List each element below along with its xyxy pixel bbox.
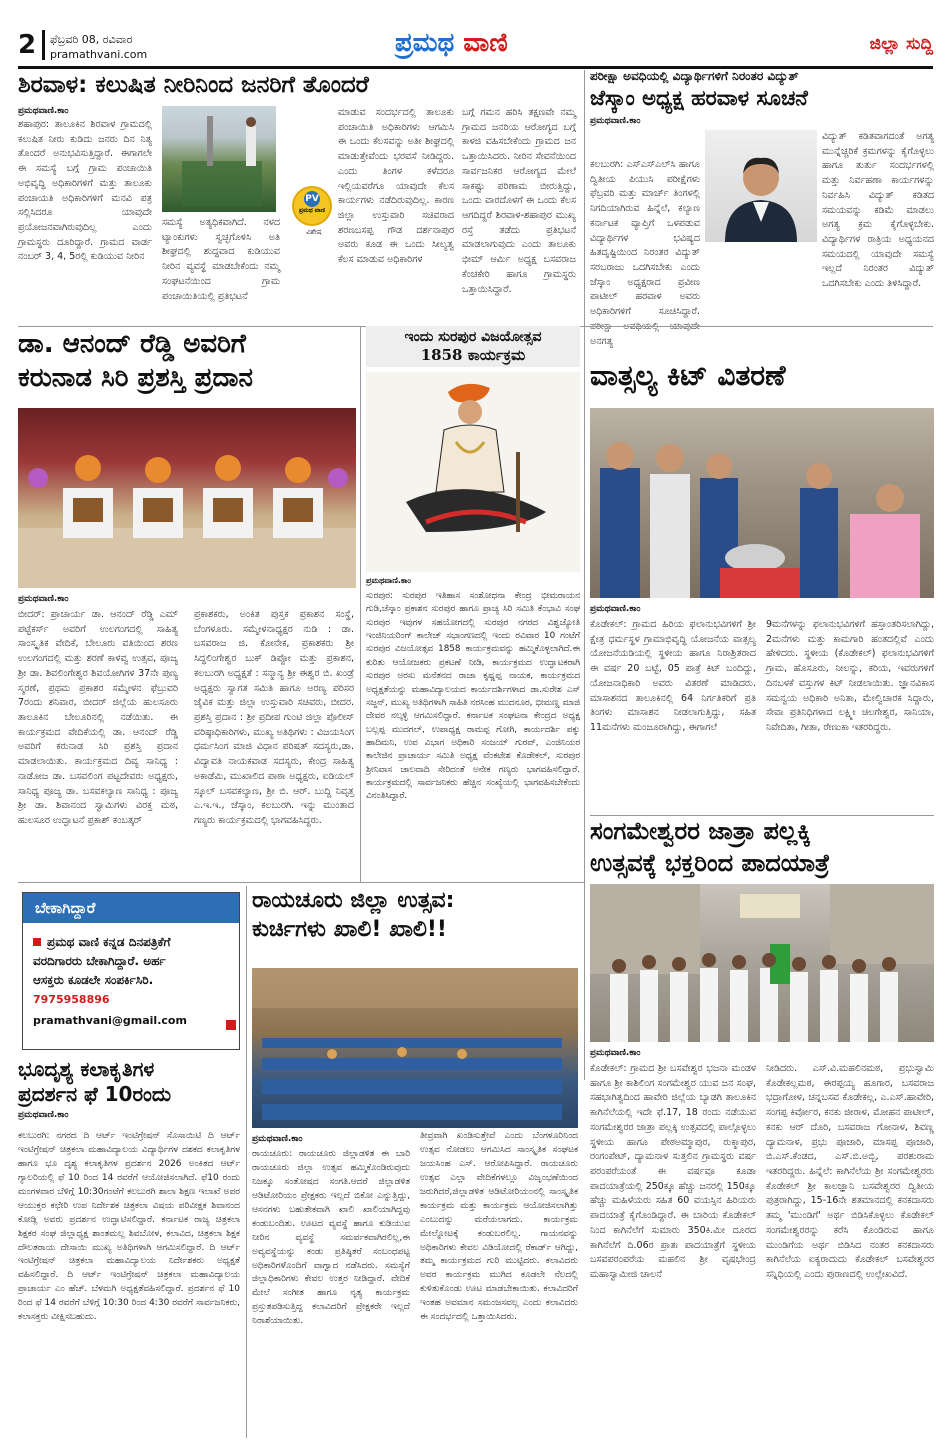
stamp-line1: ಪ್ರಮಥ ವಾಣಿ (299, 207, 325, 214)
page-number: 2 (18, 30, 37, 60)
story-anand-reddy (18, 330, 354, 394)
masthead (0, 0, 945, 68)
story-byline: ಪ್ರಮಥವಾಣಿ.ಕಾಂ (18, 1110, 69, 1120)
story-byline: ಪ್ರಮಥವಾಣಿ.ಕಾಂ (18, 106, 69, 117)
story-body: ಸುರಪುರ: ಸುರಪುರ ಇತಿಹಾಸ ಸಂಶೋಧನಾ ಕೇಂದ್ರ ಭೀಮರಾಯನ ಗುಡಿ,ಜೆಸ್ಕಾಂ ಪ್ರಕಾಶನ ಸುರಪುರ ಹಾಗೂ ಪ್ರಾಚ್ಯ ಸಿರಿ ಸಮಿತಿ ಕೆಂಭಾವಿ ಸಂಘ ಸುರಪುರ ಇವುಗಳ ಸಹಯೋಗದಲ್ಲಿ ಸುರಪುರ ನಗರದ ವಿಶ್ವಜ್ಯೋತಿ ಇಂಜಿನಿಯರಿಂಗ್ ಕಾಲೇಜ್ ಸಭಾಂಗಣದಲ್ಲಿ ಇಂದು ರವಿವಾರ 10 ಗಂಟೆಗೆ ಸುರಪುರ ವಿಜಯೋತ್ಸವ 1858 ಕಾರ್ಯಕ್ರಮವನ್ನು ಹಮ್ಮಿಕೊಳ್ಳಲಾಗಿದೆ.ಈ ಕುರಿತು ಆಯೋಜಕರು ಪ್ರಕಟಣೆ ನೀಡಿ, ಕಾರ್ಯಕ್ರಮದ ಉದ್ಘಾಟಕರಾಗಿ ಸುರಪುರ ಅರಸು ಮನೆತನದ ರಾಜಾ ಕೃಷ್ಣಪ್ಪ ನಾಯಕ, ಕಾರ್ಯಕ್ರಮದ ಅಧ್ಯಕ್ಷತೆಯನ್ನು ಮಹಾವಿದ್ಯಾಲಯದ ಕಾರ್ಯದರ್ಶಿಗಳಾದ ಡಾ.ಸುರೇಶ ಎಸ್ ಸಜ್ಜನ್, ಮುಖ್ಯ ಅತಿಥಿಗಳಾಗಿ ಸಾಹಿತಿ ನರಸಿಂಹ ಮುದನೂರ, ಭೀಮಣ್ಣ ಮಾಜಿ ದೇವರ ನಲ್ಕಳ್ಳಿ ಆಗಮಿಸಲಿದ್ದಾರೆ. ಕರ್ನಾಟಕ ಸಂಘಟನಾ ಕೇಂದ್ರದ ಅಧ್ಯಕ್ಷ ಬಲ್ಲಪ್ಪ ಮುದಗಲ್, ಉಪಾಧ್ಯಕ್ಷ ರಾಮಪ್ಪ ಗೋಗಿ, ಕಾರ್ಯದರ್ಶಿ ಪಕ್ಕು ಹಾದಿಮನಿ, ಉಪ ವಿಭಾಗ ಅಧಿಕಾರಿ ಸಂಜಯ್ ಗುರವ್, ಎಂಜಿನಿಯರ ಕಾಲೇಜಿನ ಪ್ರಾಚಾರ್ಯ ಸಮಿತಿ ಅಧ್ಯಕ್ಷ ವೆಂಕಟೇಶ ಕೊಡೇಕಲ್, ಸುರಪುರ ಶ್ರೀನಿವಾಸ ಜಾಲವಾದಿ ಸೇರಿದಂತೆ ಅನೇಕ ಗಣ್ಯರು ಭಾಗವಹಿಸಲಿದ್ದಾರೆ. ಕಾರ್ಯಕ್ರಮದಲ್ಲಿ ಸಾರ್ವಜನಿಕರು ಹೆಚ್ಚಿನ ಸಂಖ್ಯೆಯಲ್ಲಿ ಭಾಗವಹಿಸಬೇಕೆಂದು ವಿನಂತಿಸಿದ್ದಾರೆ. (366, 591, 580, 802)
story-headline-line1: ಡಾ. ಆನಂದ್ ರೆಡ್ಡಿ ಅವರಿಗೆ (18, 329, 246, 359)
story-art-exhibition (18, 1058, 240, 1120)
king-illustration (366, 372, 580, 572)
issue-date: ಫೆಬ್ರವರಿ 08, ರವಿವಾರ (50, 33, 133, 46)
story-column: 9ಮನೆಗಳನ್ನು ಫಲಾನುಭವಿಗಳಿಗೆ ಹಸ್ತಾಂತರಿಸಲಾಗಿದ್ದು, 2ಮನೆಗಳು ಮತ್ತು ಕಾಮಗಾರಿ ಹಂತದಲ್ಲಿವೆ ಎಂದು ಹೇಳಿದರು. ಸ್ಥಳೀಯ (ಕೊಡೇಕಲ್) ಫಲಾನುಭವಿಗಳಿಗೆ ಗ್ರಾಮ, ಹೊಸೂರು, ನೀಲನ್ನು, ಕರಿಯ, ಇವರುಗಳಿಗೆ ದಿನಬಳಕೆ ವಸ್ತುಗಳ ಕಿಟ್ ನೀಡಲಾಯಿತು. ಜ್ಞಾನವಿಕಾಸ ಸಮನ್ವಯ ಅಧಿಕಾರಿ ಅನಿತಾ, ಮೇಲ್ವಿಚಾರಕ ಸಿದ್ದಾರು, ಸೇವಾ ಪ್ರತಿನಿಧಿಗಳಾದ ಲಕ್ಷ್ಮೀ ಚಿಲಗೇಶ್ವರ, ಸಾನಿಯಾ, ನಿವೇದಿತಾ, ಗೀತಾ, ರೇಣುಕಾ ಇತರರಿದ್ದರು. (766, 619, 934, 734)
stamp-line2: ವಿಶೇಷ (306, 228, 322, 236)
pv-special-stamp (292, 186, 332, 226)
story-column: ತೀವ್ರವಾಗಿ ಖಂಡಿಸುತ್ತೇವೆ ಎಂದು ಬೆಂಗಳೂರಿನಿಂದ ಉತ್ಸವ ನೋಡಲು ಆಗಮಿಸಿದ ಸಾಂಸ್ಕೃತಿಕ ಸಂಘಟಕ ಜಯಸಿಂಹ ಎಸ್. ಆರೋಪಿಸಿದ್ದಾರೆ. ರಾಯಚೂರು ಉತ್ಸವ ಎಲ್ಲಾ ವೇದಿಕೆಗಳಲ್ಲೂ ವಿಜೃಂಭಣೆಯಿಂದ ಜರುಗಿದರೆ,ಜಿಲ್ಲಾಡಳಿತ ಆಡಿಟೋರಿಯಂನಲ್ಲಿ ಸಾಂಸ್ಕೃತಿಕ ಕಾರ್ಯಕ್ರಮ ಮತ್ತು ಕಾರ್ಯಕ್ರಮ ಆಯೋಜಿಸಲಾಗಿತ್ತು ಎಂಬುದನ್ನು ಮರೆಯಲಾಗದು. ಕಾರ್ಯಕ್ರಮ ಮೇಲ್ನೋಟಕ್ಕೆ ಕಂಡುಬರಲಿಲ್ಲ. ಗಾಯನವನ್ನು ಅಧಿಕಾರಿಗಳು ಕೇವಲ ವಿಡಿಯೋದಲ್ಲಿ ರೆಕಾರ್ಡ್ ಆಗಿದ್ದು, ತಮ್ಮ ಕಾರ್ಯಕ್ರಮದ ಗುರಿ ಮುಟ್ಟಿದರು. ಕಲಾವಿದರು ಅವರ ಕಾರ್ಯಕ್ರಮ ಮುಗಿದ ಕೂಡಲೇ ನೆಲದಲ್ಲಿ ಕುಳಿತುಕೊಂಡು ಊಟ ಮಾಡಬೇಕಾಯಿತು. ಕಲಾವಿದರಿಗೆ ಇಂತಹ ಅವಮಾನ ಸಮಂಜಸವಲ್ಲ ಎಂದು ಕಲಾವಿದರು ಈ ಸಂದರ್ಭದಲ್ಲಿ ಒತ್ತಾಯಿಸಿದರು. (420, 1131, 578, 1323)
story-column: ರಾಯಚೂರು: ರಾಯಚೂರು ಜಿಲ್ಲಾಡಳಿತ ಈ ಬಾರಿ ರಾಯಚೂರು ಜಿಲ್ಲಾ ಉತ್ಸವ ಹಮ್ಮಿಕೊಂಡಿರುವುದು ನಿಜಕ್ಕೂ ಸಂತೋಷದ ಸಂಗತಿ.ಆದರೆ ಜಿಲ್ಲಾಡಳಿತ ಆಡಿಟೋರಿಯಂ ಪ್ರೇಕ್ಷಕರು ಇಲ್ಲದೆ ಬಿಕೋ ಎನ್ನುತ್ತಿದ್ದು, ಆಸನಗಳು ಬಹುತೇಕವಾಗಿ ಖಾಲಿ ಖಾಲಿಯಾಗಿದ್ದವು ಕಂಡುಬಂದಿತು. ಊಟದ ವ್ಯವಸ್ಥೆ ಹಾಗೂ ಕುಡಿಯುವ ನೀರಿನ ವ್ಯವಸ್ಥೆ ಸಮರ್ಪಕವಾಗಿರಲಿಲ್ಲ,ಈ ಅವ್ಯವಸ್ಥೆಯನ್ನು ಕಂಡು ಪ್ರತಿಷ್ಠಿತರೆ ಸಂಬಂಧಪಟ್ಟ ಅಧಿಕಾರಿಗಳೊಂದಿಗೆ ವಾಗ್ವಾದ ನಡೆಸಿದರು. ಸಮಸ್ಯೆಗೆ ಜಿಲ್ಲಾಧಿಕಾರಿಗಳು ಕೇವಲ ಉತ್ತರ ನೀಡಿದ್ದಾರೆ. ವೇದಿಕೆ ಮೇಲೆ ಸಂಗೀತ ಹಾಗೂ ನೃತ್ಯ ಕಾರ್ಯಕ್ರಮ ಪ್ರಸ್ತುತಪಡಿಸುತ್ತಿದ್ದ ಕಲಾವಿದರಿಗೆ ಪ್ರೇಕ್ಷಕರೇ ಇಲ್ಲದೆ ನಿರಾಶೆಯಾಯಿತು. (252, 1149, 410, 1327)
story-headline: ವಾತ್ಸಲ್ಯ ಕಿಟ್ ವಿತರಣೆ (590, 359, 786, 392)
distribution-illustration (590, 408, 934, 598)
president-portrait-photo (705, 130, 817, 242)
story-column: ಪ್ರಕಾಶಕರು, ಅಂಕಿತ ಪುಸ್ತಕ ಪ್ರಕಾಶನ ಸಂಸ್ಥೆ, ಬೆಂಗಳೂರು. ಸಮ್ಮೇಳನಾಧ್ಯಕ್ಷರ ನುಡಿ : ಡಾ. ಬಸವರಾಜ ಜಿ. ಕೋನೇಕ, ಪ್ರಕಾಶಕರು ಶ್ರೀ ಸಿದ್ಧಲಿಂಗೇಶ್ವರ ಬುಕ್ ಡಿಪ್ಪೋ ಮತ್ತು ಪ್ರಕಾಶನ, ಕಲಬುರಗಿ ಅಧ್ಯಕ್ಷತೆ : ಸನ್ಮಾನ್ಯ ಶ್ರೀ ಈಶ್ವರ ಬಿ. ಖಂಡ್ರೆ ಅಧ್ಯಕ್ಷರು ಸ್ವಾಗತ ಸಮಿತಿ ಹಾಗೂ ಅರಣ್ಯ ಪರಿಸರ ಜೈವಿಕ ಮತ್ತು ಜಿಲ್ಲಾ ಉಸ್ತುವಾರಿ ಸಚಿವರು, ಬೀದರ. ಪ್ರಶಸ್ತಿ ಪ್ರದಾನ : ಶ್ರೀ ಪ್ರದೀಪ ಗುಂಟಿ ಜಿಲ್ಲಾ ಪೊಲೀಸ್ ವರಿಷ್ಠಾಧಿಕಾರಿಗಳು, ಮುಖ್ಯ ಅತಿಥಿಗಳು : ವಿಜಯಸಿಂಗ ಧರ್ಮಸಿಂಗ ಮಾಜಿ ವಿಧಾನ ಪರಿಷತ್ ಸದಸ್ಯರು,ಡಾ. ವಿದ್ಯಾವತಿ ನಾಯಕವಾಡ ಸದಸ್ಯರು, ಕೇಂದ್ರ ಸಾಹಿತ್ಯ ಅಕಾಡೆಮಿ, ಮುಖಾಲಿದ ಪಾಠಾ ಅಧ್ಯಕ್ಷರು, ಐಡಿಯಲ್ ಸ್ಕೂಲ್ ಬಸವಕಲ್ಯಾಣ, ಶ್ರೀ ಬಿ. ಆರ್. ಬುದ್ದಿ ನಿವೃತ್ತ ಎ.ಇ.ಇ., ಜೆಸ್ಕಾಂ, ಕಲಬುರಗಿ. ಇನ್ನು ಮುಂತಾದ ಗಣ್ಯರು ಕಾರ್ಯಕ್ರಮದಲ್ಲಿ ಭಾಗವಹಿಸಿದ್ದರು. (194, 609, 354, 827)
ad-phone[interactable]: 7975958896 (33, 992, 110, 1006)
row-divider (18, 882, 584, 883)
story-column: ಕಲಬುರಗಿ: ಎಸ್‌ಎಸ್‌ಎಲ್‌ಸಿ ಹಾಗೂ ದ್ವಿತೀಯ ಪಿಯುಸಿ ಪರೀಕ್ಷೆಗಳು ಫೆಬ್ರವರಿ ಮತ್ತು ಮಾರ್ಚ್ ತಿಂಗಳಲ್ಲಿ ನಿಗದಿಯಾಗಿರುವ ಹಿನ್ನೆಲೆ, ಕಲ್ಯಾಣ ಕರ್ನಾಟಕ ವ್ಯಾಪ್ತಿಗೆ ಒಳಪಡುವ ವಿದ್ಯಾರ್ಥಿಗಳ ಭವಿಷ್ಯದ ಹಿತದೃಷ್ಟಿಯಿಂದ ನಿರಂತರ ವಿದ್ಯುತ್ ಸರಬರಾಜು ಒದಗಿಸಬೇಕು ಎಂದು ಜೆಸ್ಕಾಂ ಅಧ್ಯಕ್ಷರಾದ ಪ್ರವೀಣ ಪಾಟೀಲ್ ಹರವಾಳ ಅವರು ಅಧಿಕಾರಿಗಳಿಗೆ ಸೂಚಿಸಿದ್ದಾರೆ. ಅನಗತ್ಯ (590, 159, 700, 347)
story-headline: ಶಿರವಾಳ: ಕಲುಷಿತ ನೀರಿನಿಂದ ಜನರಿಗೆ ತೊಂದರೆ (18, 72, 369, 98)
photo-illustration (162, 106, 276, 212)
story-subheadline: ಪರೀಕ್ಷಾ ಅವಧಿಯಲ್ಲಿ ವಿದ್ಯಾರ್ಥಿಗಳಿಗೆ ನಿರಂತರ ವಿದ್ಯುತ್ (590, 69, 799, 83)
story-headline-line2: ಕುರ್ಚಿಗಳು ಖಾಲಿ! ಖಾಲಿ!! (252, 917, 447, 943)
story-column: ಶಹಾಪುರ: ತಾಲೂಕಿನ ಶಿರವಾಳ ಗ್ರಾಮದಲ್ಲಿ ಕಲುಷಿತ ನೀರು ಕುಡಿದು ಜನರು ದಿನ ನಿತ್ಯ ತೊಂದರೆ ಅನುಭವಿಸುತ್ತಿದ್ದಾರೆ. ಈಗಾಗಲೇ ಈ ಸಮಸ್ಯೆ ಬಗ್ಗೆ ಗ್ರಾಮ ಪಂಚಾಯಿತಿ ಅಭಿವೃದ್ಧಿ ಅಧಿಕಾರಿಗಳಿಗೆ ಮತ್ತು ತಾಲೂಕು ಪಂಚಾಯತಿ ಅಧಿಕಾರಿಗಳಿಗೆ ಮನವಿ ಪತ್ರ ಸಲ್ಲಿಸಿದರೂ ಯಾವುದೇ ಪ್ರಯೋಜನವಾಗಿರುವುದಿಲ್ಲ ಎಂದು ಗ್ರಾಮಸ್ಥರು ದೂರಿದ್ದಾರೆ. ಗ್ರಾಮದ ವಾರ್ಡ ನಂಬರ್ 3, 4, 5ರಲ್ಲಿ ಕುಡಿಯುವ ನೀರಿನ (18, 119, 152, 263)
kit-distribution-photo (590, 408, 934, 598)
story-byline: ಪ್ರಮಥವಾಣಿ.ಕಾಂ (590, 1048, 641, 1058)
story-headline-line1: ಭೂದೃಶ್ಯ ಕಲಾಕೃತಿಗಳ (18, 1057, 155, 1081)
stamp-initials: PV (304, 191, 320, 207)
section-name: ಜಿಲ್ಲಾ ಸುದ್ದಿ (869, 34, 933, 54)
story-column: ಕೊಡೇಕಲ್: ಗ್ರಾಮದ ಹಿರಿಯ ಫಲಾನುಭವಿಗಳಿಗೆ ಶ್ರೀ ಕ್ಷೇತ್ರ ಧರ್ಮಸ್ಥಳ ಗ್ರಾಮಾಭಿವೃದ್ಧಿ ಯೋಜನೆಯ ವಾತ್ಸಲ್ಯ ಯೋಜನೆಯಡಿಯಲ್ಲಿ ಸ್ಥಳೀಯ ಹಾಗೂ ನಿರಾಶ್ರಿತರಾದ ಈ ವರ್ಷ 20 ಬಟ್ಟೆ, 05 ಪಾತ್ರೆ ಕಿಟ್ ಬಂದಿದ್ದು, ಯೋಜನಾಧಿಕಾರಿ ಅವರು ವಿತರಣೆ ಮಾಡಿದರು. ಮಾಸಾಶನದ ತಾಲೂಕಿನಲ್ಲಿ 64 ನಿರ್ಗತಿಕರಿಗೆ ಪ್ರತಿ ತಿಂಗಳು ಮಾಸಾಶನ ನೀಡಲಾಗುತ್ತಿದ್ದು, ಸಹಿತ 11ಮನೆಗಳು ಮಂಜೂರಾಗಿದ್ದು, ಈಗಾಗಲೆ (590, 619, 756, 734)
story-byline: ಪ್ರಮಥವಾಣಿ.ಕಾಂ (252, 1134, 303, 1144)
newspaper-logo (395, 28, 508, 59)
recruitment-ad (22, 892, 240, 1050)
column-divider (584, 70, 585, 1080)
brand-part1: ಪ್ರಮಥ (395, 28, 455, 58)
empty-chairs-photo (252, 968, 578, 1128)
auditorium-illustration (252, 968, 578, 1128)
ceremony-illustration (18, 408, 356, 588)
story-byline: ಪ್ರಮಥವಾಣಿ.ಕಾಂ (590, 115, 641, 126)
bullet-square-icon (33, 938, 41, 946)
column-divider (360, 326, 361, 882)
ad-line: ಆಸಕ್ತರು ಕೂಡಲೇ ಸಂಪರ್ಕಿಸಿರಿ. (33, 973, 154, 988)
story-column: ಸಮಸ್ಯೆ ಅತ್ಯಧಿಕವಾಗಿದೆ. ನಳದ ಟ್ಯಾಂಕುಗಳು ಸ್ವಚ್ಛಗೊಳಿಸಿ ಅತಿ ಶೀಘ್ರದಲ್ಲಿ ಶುದ್ಧವಾದ ಕುಡಿಯುವ ನೀರಿನ ವ್ಯವಸ್ಥೆ ಮಾಡಬೇಕೆಂದು ನಮ್ಮ ಸಂಘಟನೆಯಿಂದ ಗ್ರಾಮ ಪಂಚಾಯಿತಿಯಲ್ಲಿ ಪ್ರತಿಭಟನೆ (162, 217, 280, 302)
story-headline-line1: ಸಂಗಮೇಶ್ವರರ ಜಾತ್ರಾ ಪಲ್ಲಕ್ಕಿ (590, 817, 811, 845)
story-headline-line2: ಉತ್ಸವಕ್ಕೆ ಭಕ್ತರಿಂದ ಪಾದಯಾತ್ರೆ (590, 848, 830, 877)
story-surapur (366, 326, 580, 367)
story-column: ಮಾಡುವ ಸಂದರ್ಭದಲ್ಲಿ ತಾಲೂಕು ಪಂಚಾಯಿತಿ ಅಧಿಕಾರಿಗಳು ಆಗಮಿಸಿ ಈ ಒಂದು ಕೆಲಸವನ್ನು ಅತೀ ಶೀಘ್ರದಲ್ಲಿ ಮಾಡುತ್ತೇವೆಂದು ಭರವಸೆ ನೀಡಿದ್ದರು. ಎಂದು ತಿಂಗಳ ಕಳೆದರೂ ಇಲ್ಲಿಯವರೆಗೂ ಯಾವುದೇ ಕೆಲಸ ಕಾರ್ಯಗಳು ನಡೆದಿರುವುದಿಲ್ಲ. ಕಾರಣ ಜಿಲ್ಲಾ ಉಸ್ತುವಾರಿ ಸಚಿವರಾದ ಶರಣಬಸಪ್ಪ ಗೌಡ ದರ್ಶನಾಪುರ ಅವರು ಕೂಡ ಈ ಒಂದು ಸೀಲ್ಯತ್ವ ಕೆಲಸ ಮಾಡುವ ಅಧಿಕಾರಿಗಳ (338, 107, 454, 266)
story-gescom (590, 70, 935, 126)
group-illustration (590, 884, 934, 1042)
ad-corner-mark (226, 1020, 236, 1030)
row-divider (590, 815, 934, 816)
story-headline: ಜೆಸ್ಕಾಂ ಅಧ್ಯಕ್ಷ ಹರವಾಳ ಸೂಚನೆ (590, 85, 808, 110)
story-sangameshwar (590, 818, 935, 877)
story-body: ಕಲಬುರಗಿ: ನಗರದ ದಿ ಆರ್ಟ್ ಇಂಟಿಗ್ರೇಷನ್ ಸೊಸಾಯಿಟಿ ದಿ ಆರ್ಟ್ ಇಂಟಿಗ್ರೇಷನ್ ಚಿತ್ರಕಲಾ ಮಹಾವಿದ್ಯಾಲಯ ವಿದ್ಯಾರ್ಥಿಗಳ ದಶಕದ ಕಲಾಕೃತಿಗಳ ಹಾಗೂ ಭೂ ದೃಶ್ಯ ಕಲಾಕೃತಿಗಳ ಪ್ರದರ್ಶನ 2026 ಅಂಕಿತದ ಆರ್ಟ್ ಗ್ಯಾಲರಿಯಲ್ಲಿ ಫೆ 10 ರಿಂದ 14 ರವರೆಗೆ ಆಯೋಜಿಸಲಾಗಿದೆ. ಫೆ10 ರಂದು ಮಂಗಳವಾರ ಬೆಳಿಗ್ಗೆ 10:30ಗಂಟೆಗೆ ಕಲಬುರಗಿ ಶಾಲಾ ಶಿಕ್ಷಣ ಇಲಾಖೆ ಅಪರ ಆಯುಕ್ತರ ಕಛೇರಿ ಉಪ ನಿರ್ದೇಶಕ ಚಿತ್ರಕಲಾ ವಿಷಯ ಪರಿವೀಕ್ಷಕ ಶಿವಾನಂದ ಕೋಡ್ಲಿ ಅವರು ಪ್ರದರ್ಶನ ಉದ್ಘಾಟಿಸಲಿದ್ದಾರೆ. ಕರ್ನಾಟಕ ರಾಜ್ಯ ಚಿತ್ರಕಲಾ ಶಿಕ್ಷಕರ ಸಂಘ ಜಿಲ್ಲಾಧ್ಯಕ್ಷ ಶಾಂತಮಲ್ಲ ಶಿವಬೋಳ, ಕಲಾವಿದ, ಚಿತ್ರಕಲಾ ಶಿಕ್ಷಕ ದೌಲತರಾಯ ದೇಸಾಯಿ ಮುಖ್ಯ ಅತಿಥಿಗಳಾಗಿ ಆಗಮಿಸಲಿದ್ದಾರೆ. ದಿ ಆರ್ಟ್ ಇಂಟಿಗ್ರೇಷನ್ ಚಿತ್ರಕಲಾ ಮಹಾವಿದ್ಯಾಲಯ ನಿರ್ದೇಶಕರು ಅಧ್ಯಕ್ಷತೆ ವಹಿಸಲಿದ್ದಾರೆ. ದಿ ಆರ್ಟ್ ಇಂಟಿಗ್ರೇಷನ್ ಚಿತ್ರಕಲಾ ಮಹಾವಿದ್ಯಾಲಯ ಪ್ರಾಚಾರ್ಯ ಎಂ ಹೆಚ್. ಬೆಳಮಗಿ ಅಧ್ಯಕ್ಷತೆವಹಿಸಲಿದ್ದಾರೆ. ಪ್ರದರ್ಶನ ಫೆ 10 ರಿಂದ ಫೆ 14 ರವರೆಗೆ ಬೆಳಿಗ್ಗೆ 10:30 ರಿಂದ 4:30 ರವರೆಗೆ ಸಾರ್ವಜನಿಕರು, ಕಲಾಸಕ್ತರು ವೀಕ್ಷಿಸಬಹುದು. (18, 1131, 240, 1323)
story-headline-line1: ರಾಯಚೂರು ಜಿಲ್ಲಾ ಉತ್ಸವ: (252, 888, 455, 913)
story-byline: ಪ್ರಮಥವಾಣಿ.ಕಾಂ (366, 576, 411, 585)
story-headline-line2: ಪ್ರದರ್ಶನ ಫೆ 10ರಂದು (18, 1082, 172, 1106)
story-column: ಕೊಡೇಕಲ್: ಗ್ರಾಮದ ಶ್ರೀ ಬಸವೇಶ್ವರ ಭಜನಾ ಮಂಡಳ ಹಾಗೂ ಶ್ರೀ ಕಾಶಿಲಿಂಗ ಸಂಗಮೇಶ್ವರ ಯುವ ಜನ ಸಂಘ, ಸಹಭಾಗಿತ್ವದಿಂದ ಹಾವೇರಿ ಜಿಲ್ಲೆಯ ಬ್ಯಾಡಗಿ ತಾಲೂಕಿನ ಕಾಗಿನೆಲೆಯಲ್ಲಿ ಇದೇ ಫೆ.17, 18 ರಂದು ನಡೆಯುವ ಸಂಗಮೇಶ್ವರರ ಜಾತ್ರಾ ಪಲ್ಲಕ್ಕಿ ಉತ್ಸವದಲ್ಲಿ ಪಾಲ್ಗೊಳ್ಳಲು ಸ್ಥಳೀಯ ಹಾಗೂ ಪೇಠಅಮ್ಮಾಪುರ, ರುಕ್ಮಾಪುರ, ರಂಗಂಪೇಟ್, ದ್ಯಾಮನಾಳ ಸುತ್ತಲಿನ ಗ್ರಾಮಸ್ಥರು ವರ್ಷ ಪರಂಪರೆಯಂತೆ ಈ ವರ್ಷವೂ ಕೂಡಾ ಪಾದಯಾತ್ರೆಯಲ್ಲಿ 250ಕ್ಕೂ ಹೆಚ್ಚು ಜನರಲ್ಲಿ 150ಕ್ಕೂ ಹೆಚ್ಚು ಮಹಿಳೆಯರು ಸಹಿತ 60 ವಯಸ್ಸಿನ ಹಿರಿಯರು ಪಾದಯಾತ್ರೆ ಕೈಗೊಂಡಿದ್ದಾರೆ. ಈ ಬಾರಿಯ ಕೊಡೇಕಲ್ ನಿಂದ ಕಾಗಿನೆಲೆಗೆ ಸುಮಾರು 350ಕಿ.ಮೀ ದೂರದ ಕಾಗಿನೆಲೆಗೆ ದಿ.06ರ ಪ್ರಾತಃ ಪಾದಯಾತ್ರೆಗೆ ಸ್ಥಳೀಯ ಬಸವಪರಂಪರೆಯ ಮಹಲಿನ ಶ್ರೀ ವೃಷಭೇಂದ್ರ ಮಹಾಸ್ವಾಮೀಜಿ ಚಾಲನೆ (590, 1063, 756, 1281)
brand-part2: ವಾಣಿ (463, 28, 508, 58)
story-byline: ಪ್ರಮಥವಾಣಿ.ಕಾಂ (18, 594, 69, 604)
ad-line-text: ಪ್ರಮಥ ವಾಣಿ ಕನ್ನಡ ದಿನಪತ್ರಿಕೆಗೆ (47, 935, 171, 949)
story-column: ನೀಡಿದರು. ಎಸ್.ವಿ.ಮಹಲಿನಮಠ, ಪ್ರಭುಸ್ವಾಮಿ ಕೊಡೇಕಲ್ಲಮಠ, ಈರಪ್ಪಯ್ಯ ಹೂಗಾರ, ಬಸವರಾಜ ಭದ್ರಾಗೋಳ, ಚನ್ನಬಸವ ಕೊಡೇಕಲ್ಲ, ಎ.ಎಸ್.ಹಾವೇರಿ, ಸಂಗಪ್ಪ ಕಿರ್ವೋರ, ಕನಕು ಜೀರಾಳ, ಮೋಹನ ಪಾಟೀಲ್, ಕನಕು ಆರ್ ದೊರಿ, ಬಸವರಾಜ ಗೋನಾಳ, ಶಿವಣ್ಣ ದ್ಯಾಮನಾಳ, ಪ್ರಭು ಪೂಜಾರಿ, ಮಾಸಪ್ಪ ಪೂಜಾರಿ, ಬಿ.ಎಸ್.ಕೆಂಡದ, ಎಸ್.ಬಿ.ಅಬ್ಬಿ, ಪರಶುರಾಮ ಇತರರಿದ್ದರು. ಹಿನ್ನೆಲೆ: ಕಾಗಿನೆಲೆಯ ಶ್ರೀ ಸಂಗಮೇಶ್ವರರು ಕೊಡೇಕಲ್ ಶ್ರೀ ಕಾಲಜ್ಞಾನಿ ಬಸವೇಶ್ವರರ ದ್ವಿತೀಯ ಪುತ್ರರಾಗಿದ್ದು, 15-16ನೇ ಶತಮಾನದಲ್ಲಿ ಕನಕದಾಸರು ತಮ್ಮ 'ಮುಂಡಿಗೆ' ಅರ್ಥ ಬಿಡಿಸಿಕೊಳ್ಳಲು ಕೊಡೇಕಲ್ ಸಂಗಮೇಶ್ವರರನ್ನು ಕರೆಸಿ ಕೊಂಡಿರುವ ಹಾಗೂ ಮುಂಡಿಗೆಯ ಅರ್ಥ ಬಿಡಿಸಿದ ನಂತರ ಕನಕದಾಸರು ಕಾಗಿನೆಲೆಯ ಐಕ್ಯರಾದುದು ಕೊಡೇಕಲ್ ಬಸವೇಶ್ವರರ ಸನ್ನಿಧಿಯಲ್ಲಿ ಎಂದು ಪುರಾಣದಲ್ಲಿ ಉಲ್ಲೇಖವಿದೆ. (766, 1063, 934, 1281)
ad-body (23, 923, 239, 1040)
story-column: ಬಗ್ಗೆ ಗಮನ ಹರಿಸಿ ತಕ್ಷಣವೇ ನಮ್ಮ ಗ್ರಾಮದ ಜನರಿಯ ಆರೋಗ್ಯದ ಬಗ್ಗೆ ಕಾಳಜಿ ವಹಿಸಬೇಕೆಂದು ಗ್ರಾಮದ ಜನ ಒತ್ತಾಯಿಸಿದರು. ನೀರಿನ ಸೇವನೆಯಿಂದ ಸಾರ್ವಜನಿಕರ ಆರೋಗ್ಯದ ಮೇಲೆ ಸಾಕಷ್ಟು ಪರಿಣಾಮ ಬೀರುತ್ತಿದ್ದು, ಒಂದು ವಾರದೊಳಗೆ ಈ ಒಂದು ಕೆಲಸ ಆಗದಿದ್ದರೆ ಶಿರವಾಳ-ಶಹಾಪುರ ಮುಖ್ಯ ರಸ್ತೆ ತಡೆದು ಪ್ರತಿಭಟನೆ ಮಾಡಲಾಗುವುದು ಎಂದು ತಾಲೂಕು ಭೀಮ್ ಆರ್ಮಿ ಅಧ್ಯಕ್ಷ ಬಸವರಾಜ ಕೆಂಚಕೇರಿ ಹಾಗೂ ಗ್ರಾಮಸ್ಥರು ಒತ್ತಾಯಿಸಿದ್ದಾರೆ. (462, 107, 576, 295)
story-column: ಬೀದರ್: ಪ್ರಾಚಾರ್ಯ ಡಾ. ಆನಂದ್ ರೆಡ್ಡಿ ಎಮ್ ಪಟ್ಟೆಕರ್ಸ್ ಅವರಿಗೆ ಉಲಗಂಗದಲ್ಲಿ ಸಾಹಿತ್ಯ ಸಾಂಸ್ಕೃತಿಕ ವೇದಿಕೆ, ಬೇಲೂರು ವತಿಯಿಂದ ಶರಣ ಉಲಗಂಗದಲ್ಲಿ ಮತ್ತು ಶರಣೆ ಕಾಳವ್ವ ಉತ್ಸವ, ಪೂಜ್ಯ ಶ್ರೀ ಡಾ. ಶಿವಲಿಂಗೇಶ್ವರ ಶಿವಯೋಗಿಗಳ 37ನೇ ಪುಣ್ಯ ಸ್ಮರಣೆ, ಪ್ರಥಮ ಪ್ರಕಾಶರ ಸಮ್ಮೇಳನ ಫೆಬ್ರುವರಿ 7ರಂದು ಶನಿವಾರ, ಬೀದರ್ ಜಿಲ್ಲೆಯ ಹುಲಸೂರು ತಾಲೂಕಿನ ಬೇಲೂರಿನಲ್ಲಿ ನಡೆಯಿತು. ಈ ಕಾರ್ಯಕ್ರಮದ ವೇದಿಕೆಯಲ್ಲಿ ಡಾ. ಆನಂದ್ ರೆಡ್ಡಿ ಅವರಿಗೆ ಕರುನಾಡ ಸಿರಿ ಪ್ರಶಸ್ತಿ ಪ್ರದಾನ ಮಾಡಲಾಯಿತು. ಕಾರ್ಯಕ್ರಮದ ದಿವ್ಯ ಸಾನಿಧ್ಯ : ನಾಡೋಜ ಡಾ. ಬಸವಲಿಂಗ ಪಟ್ಟದೇವರು ಅಧ್ಯಕ್ಷರು, ಸಾನಿಧ್ಯ ಪೂಜ್ಯ ಡಾ. ಬಸವಕಲ್ಯಾಣ ಸಾನಿಧ್ಯ : ಪೂಜ್ಯ ಶ್ರೀ ಡಾ. ಶಿವಾನಂದ ಸ್ವಾಮಿಗಳು ವಿರಕ್ತ ಮಠ, ಹುಲಸೂರ ಉದ್ಘಾಟನೆ ಪ್ರಕಾಶ್ ಕಂಬತ್ಕರ್ (18, 609, 178, 827)
ad-line: ವರದಿಗಾರರು ಬೇಕಾಗಿದ್ದಾರೆ. ಅರ್ಹ (33, 954, 166, 969)
pilgrimage-group-photo (590, 884, 934, 1042)
story-headline-line1: ಇಂದು ಸುರಪುರ ವಿಜಯೋತ್ಸವ (404, 329, 542, 345)
story-column: ವಿದ್ಯುತ್ ಕಡಿತವಾಗದಂತೆ ಅಗತ್ಯ ಮುನ್ನೆಚ್ಚರಿಕೆ ಕ್ರಮಗಳನ್ನು ಕೈಗೊಳ್ಳಲು ಹಾಗೂ ತುರ್ತು ಸಂದರ್ಭಗಳಲ್ಲಿ ಮತ್ತು ನಿರ್ವಹಣಾ ಕಾರ್ಯಗಳನ್ನು ನಿರ್ವಹಿಸಿ ವಿದ್ಯುತ್ ಕಡಿತದ ಸಮಯವನ್ನು ಕಡಿಮೆ ಮಾಡಲು ಅಗತ್ಯ ಕ್ರಮ ಕೈಗೊಳ್ಳಬೇಕು. ವಿದ್ಯಾರ್ಥಿಗಳ ರಾತ್ರಿಯ ಅಧ್ಯಯನದ ಸಮಯದಲ್ಲಿ ಯಾವುದೇ ಸಮಸ್ಯೆ ಇಲ್ಲದೆ ನಿರಂತರ ವಿದ್ಯುತ್ ಒದಗಿಸಬೇಕು ಎಂದು ತಿಳಿಸಿದ್ದಾರೆ. (822, 131, 934, 290)
story-headline-line2: ಕರುನಾಡ ಸಿರಿ ಪ್ರಶಸ್ತಿ ಪ್ರದಾನ (18, 362, 253, 393)
story-byline: ಪ್ರಮಥವಾಣಿ.ಕಾಂ (590, 604, 641, 614)
website-link[interactable]: pramathvani.com (50, 48, 148, 61)
king-painting-photo (366, 372, 580, 572)
ad-title: ಬೇಕಾಗಿದ್ದಾರೆ (23, 893, 239, 923)
polluted-water-photo (162, 106, 276, 212)
portrait-illustration (705, 130, 817, 242)
story-vatsalya-kit (590, 360, 935, 392)
story-raichur-utsav (252, 888, 580, 943)
story-headline-line2: 1858 ಕಾರ್ಯಕ್ರಮ (420, 346, 526, 365)
award-ceremony-photo (18, 408, 356, 588)
ad-line (33, 933, 229, 952)
column-divider (246, 886, 247, 1438)
page-number-divider (42, 30, 45, 60)
ad-email[interactable]: pramathvani@gmail.com (33, 1014, 187, 1028)
